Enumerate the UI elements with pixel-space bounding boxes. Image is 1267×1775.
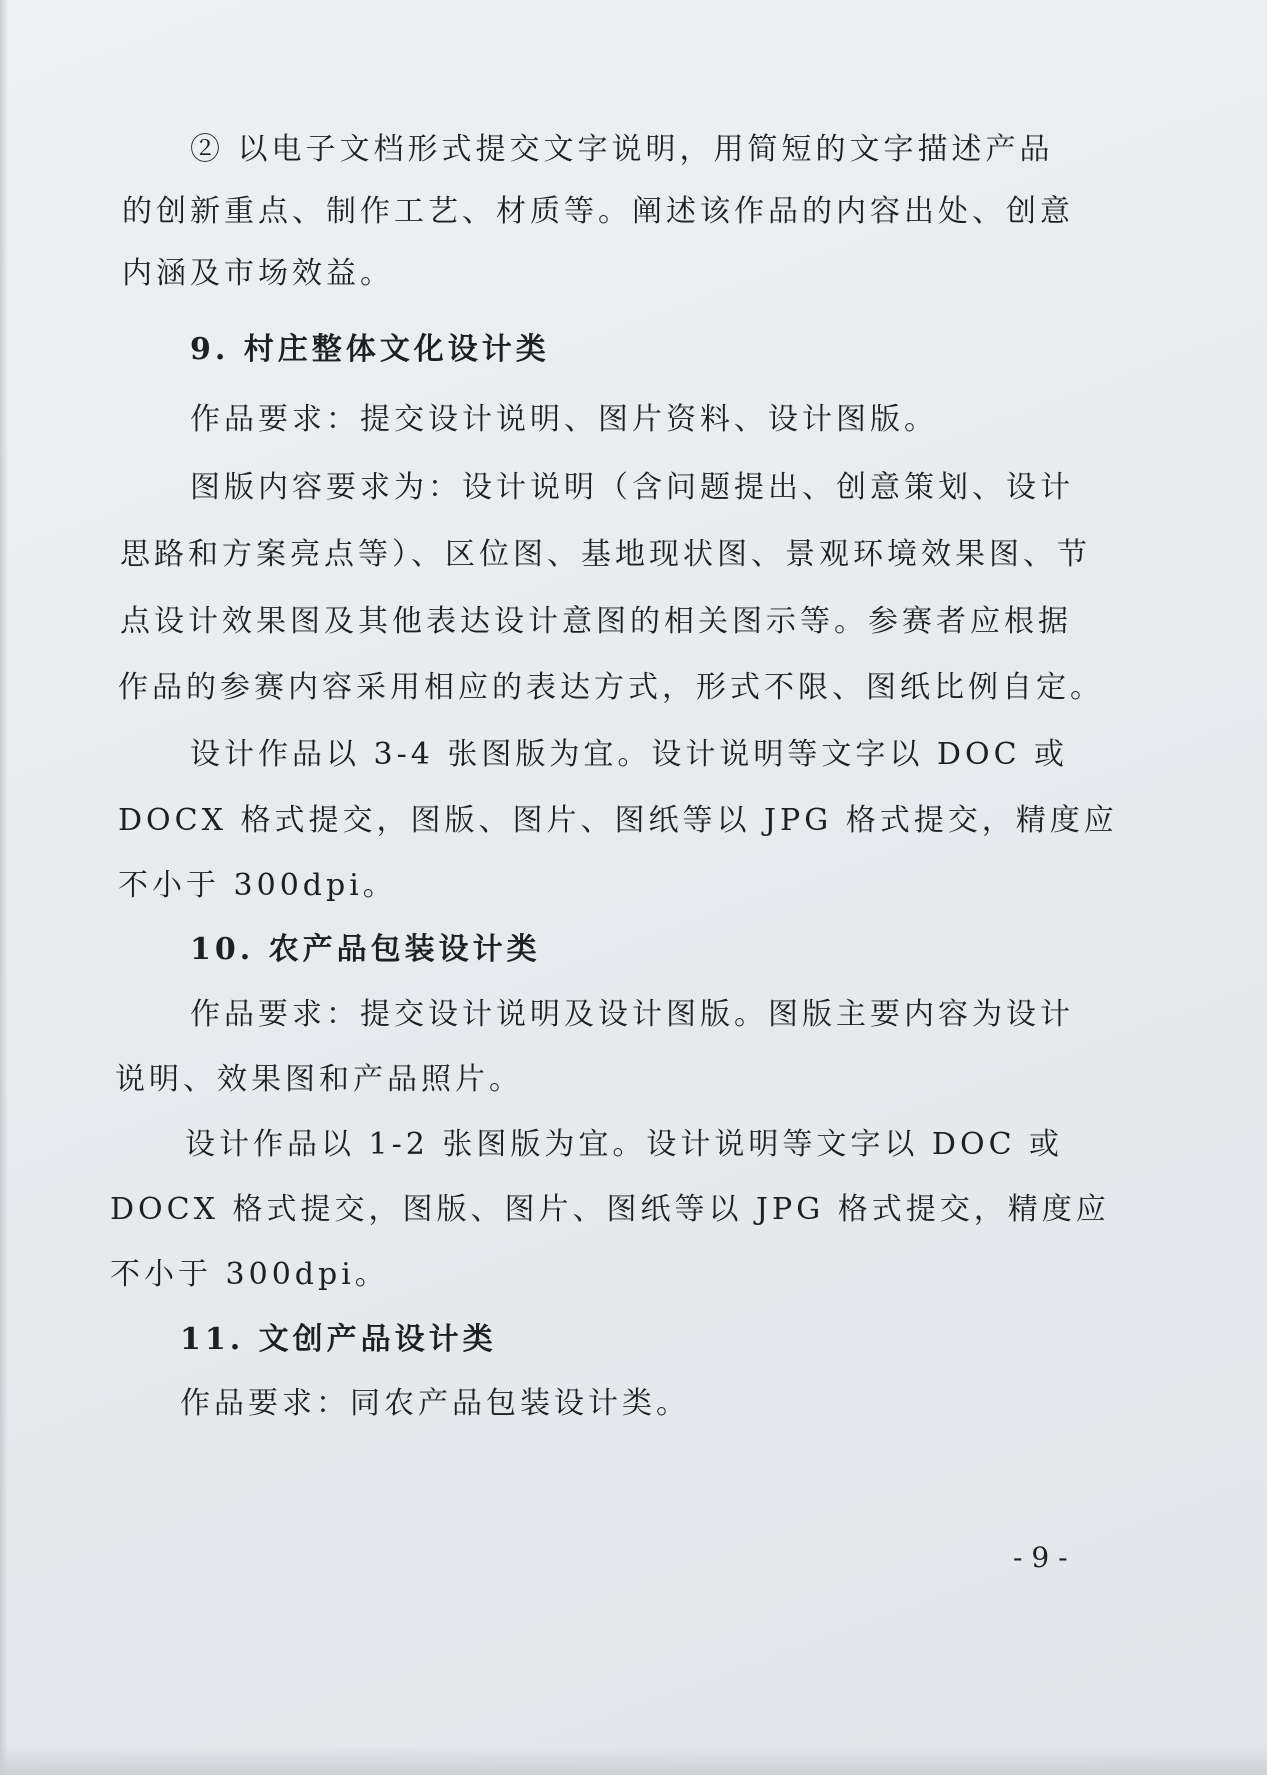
section-heading: 11. 文创产品设计类	[180, 1322, 497, 1357]
section-heading: 9. 村庄整体文化设计类	[190, 332, 550, 367]
paragraph-line: 说明、效果图和产品照片。	[115, 1062, 523, 1097]
page-edge-shadow	[0, 0, 8, 1775]
section-heading: 10. 农产品包装设计类	[190, 932, 541, 967]
paragraph-line: 设计作品以 1-2 张图版为宜。设计说明等文字以 DOC 或	[185, 1127, 1064, 1162]
paragraph-line: ② 以电子文档形式提交文字说明，用简短的文字描述产品	[190, 132, 1054, 167]
paragraph-line: 不小于 300dpi。	[118, 868, 397, 903]
paragraph-line: 点设计效果图及其他表达设计意图的相关图示等。参赛者应根据	[120, 604, 1072, 639]
paragraph-line: DOCX 格式提交，图版、图片、图纸等以 JPG 格式提交，精度应	[110, 1192, 1110, 1227]
paragraph-line: 思路和方案亮点等）、区位图、基地现状图、景观环境效果图、节	[120, 537, 1091, 572]
paragraph-line: 的创新重点、制作工艺、材质等。阐述该作品的内容出处、创意	[122, 194, 1074, 229]
paragraph-line: 作品的参赛内容采用相应的表达方式，形式不限、图纸比例自定。	[118, 670, 1104, 705]
paragraph-line: 图版内容要求为：设计说明（含问题提出、创意策划、设计	[190, 470, 1074, 505]
page-bottom-shadow	[0, 1745, 1267, 1775]
paragraph-line: 作品要求：同农产品包装设计类。	[180, 1386, 690, 1421]
paragraph-line: 作品要求：提交设计说明、图片资料、设计图版。	[190, 402, 938, 437]
paragraph-line: 设计作品以 3-4 张图版为宜。设计说明等文字以 DOC 或	[190, 737, 1069, 772]
paragraph-line: 作品要求：提交设计说明及设计图版。图版主要内容为设计	[190, 997, 1074, 1032]
paragraph-line: 不小于 300dpi。	[110, 1257, 389, 1292]
page-number: - 9 -	[1013, 1541, 1068, 1574]
paragraph-line: 内涵及市场效益。	[122, 256, 394, 291]
paragraph-line: DOCX 格式提交，图版、图片、图纸等以 JPG 格式提交，精度应	[118, 803, 1118, 838]
